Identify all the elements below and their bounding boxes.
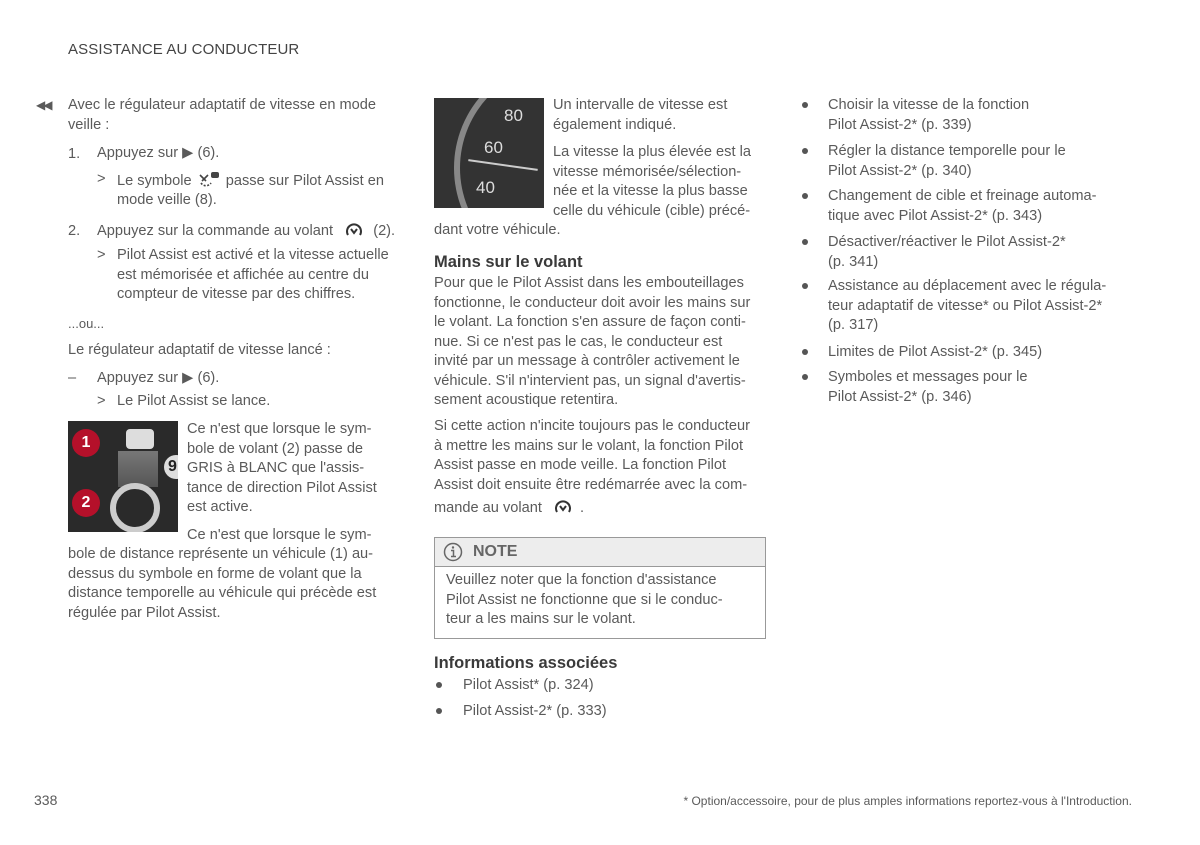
speedometer-figure — [434, 98, 544, 208]
step-number: 1. — [68, 146, 81, 162]
footnote: * Option/accessoire, pour de plus amples informations reportez-vous à l'Introduction. — [683, 794, 1132, 808]
paragraph: Un intervalle de vitesse est également indiqué. — [553, 97, 728, 133]
callout-badge-1: 1 — [72, 429, 100, 457]
note-header — [435, 538, 765, 567]
steering-wheel-symbol — [110, 483, 160, 532]
related-link[interactable]: Limites de Pilot Assist-2* (p. 345) — [828, 344, 1043, 360]
continued-icon: ◀◀ — [36, 98, 51, 112]
related-link[interactable]: Choisir la vitesse de la fonction Pilot Assist-2* (p. 339) — [828, 97, 1030, 133]
callout-badge-2: 2 — [72, 489, 100, 517]
or-text: ...ou... — [68, 316, 105, 331]
gauge-label: 80 — [504, 106, 523, 125]
gauge-label: 40 — [476, 178, 495, 197]
bullet-icon — [436, 682, 442, 688]
driver-display-figure — [68, 421, 178, 532]
note-title: NOTE — [473, 543, 518, 561]
page-number: 338 — [34, 792, 58, 808]
step-1-result — [117, 171, 384, 211]
result-text: passe sur Pilot Assist en — [225, 172, 384, 189]
launched-text: Le régulateur adaptatif de vitesse lancé : — [68, 342, 331, 358]
related-link[interactable]: Symboles et messages pour le Pilot Assist-2* (p. 346) — [828, 369, 1028, 405]
step-1: Appuyez sur ▶ (6). — [97, 145, 220, 161]
step-3-result: Le Pilot Assist se lance. — [117, 393, 271, 409]
result-marker: > — [97, 247, 106, 263]
step-number: 2. — [68, 223, 81, 239]
section-heading: Mains sur le volant — [434, 253, 583, 271]
step-2 — [97, 222, 395, 242]
result-marker: > — [97, 171, 106, 187]
steering-wheel-button-icon — [345, 222, 363, 240]
step-2-result: Pilot Assist est activé et la vitesse actuelle est mémorisée et affichée au centre du compteur de vitesse par des chiffres. — [117, 247, 389, 302]
intro-text: Avec le régulateur adaptatif de vitesse en mode veille : — [68, 97, 377, 133]
paragraph: La vitesse la plus élevée est la vitesse mémorisée/sélection- née et la vitesse la plus basse celle du véhicule (cible) précé- — [553, 144, 751, 219]
related-link[interactable]: Assistance au déplacement avec le régula- teur adaptatif de vitesse* ou Pilot Assist-2* (p. 317) — [828, 278, 1107, 333]
result-text: mode veille (8). — [117, 192, 217, 209]
bullet-icon — [802, 283, 808, 289]
paragraph: Ce n'est que lorsque le sym- — [187, 527, 372, 543]
bullet-icon — [802, 193, 808, 199]
text: . — [580, 500, 585, 516]
note-text: Veuillez noter que la fonction d'assistance Pilot Assist ne fonctionne que si le conduc- teur a les mains sur le volant. — [446, 572, 723, 627]
paragraph: dant votre véhicule. — [434, 222, 561, 238]
pilot-assist-symbol-icon — [196, 171, 222, 191]
bullet-icon — [802, 239, 808, 245]
steering-wheel-button-icon — [554, 499, 572, 517]
paragraph: Si cette action n'incite toujours pas le conducteur à mettre les mains sur le volant, la fonction Pilot Assist passe en mode veille. La fonction Pilot Assist doit ensuite être redémarrée avec la com- — [434, 418, 750, 493]
paragraph: bole de distance représente un véhicule (1) au- dessus du symbole en forme de volant que la distance temporelle au véhicule qui précède est régulée par Pilot Assist. — [68, 546, 377, 621]
bullet-icon — [436, 708, 442, 714]
result-text: Le symbole — [117, 172, 192, 189]
gauge-label: 60 — [484, 138, 503, 157]
section-header: ASSISTANCE AU CONDUCTEUR — [68, 41, 300, 58]
bullet-icon — [802, 148, 808, 154]
related-link[interactable]: Changement de cible et freinage automa- tique avec Pilot Assist-2* (p. 343) — [828, 188, 1097, 224]
vehicle-symbol — [126, 429, 154, 449]
text: mande au volant — [434, 500, 542, 516]
related-link[interactable]: Pilot Assist-2* (p. 333) — [463, 703, 607, 719]
bullet-icon — [802, 349, 808, 355]
step-text: Appuyez sur la commande au volant — [97, 223, 334, 239]
dash-marker: – — [68, 370, 77, 386]
figure-label: 9 — [164, 455, 178, 479]
distance-bars — [118, 451, 158, 487]
info-icon — [443, 542, 463, 562]
paragraph: Ce n'est que lorsque le sym- bole de volant (2) passe de GRIS à BLANC que l'assis- tance de direction Pilot Assist est active. — [187, 421, 377, 515]
paragraph: Pour que le Pilot Assist dans les embouteillages fonctionne, le conducteur doit avoir les mains sur le volant. La fonction s'en assure de façon conti- nue. Si ce n'est pas le cas, le conducteur est invité par un message à contrôler activement le véhicule. S'il n'intervient pas, un signal d'avertis- sement acoustique retentira. — [434, 275, 751, 408]
paragraph — [434, 499, 584, 519]
step-text: (2). — [373, 223, 396, 239]
related-link[interactable]: Régler la distance temporelle pour le Pilot Assist-2* (p. 340) — [828, 143, 1066, 179]
bullet-icon — [802, 102, 808, 108]
related-link[interactable]: Désactiver/réactiver le Pilot Assist-2* (p. 341) — [828, 234, 1066, 270]
result-marker: > — [97, 393, 106, 409]
note-box — [434, 537, 766, 639]
section-heading: Informations associées — [434, 654, 618, 672]
related-link[interactable]: Pilot Assist* (p. 324) — [463, 677, 594, 693]
bullet-icon — [802, 374, 808, 380]
step-3: Appuyez sur ▶ (6). — [97, 370, 220, 386]
